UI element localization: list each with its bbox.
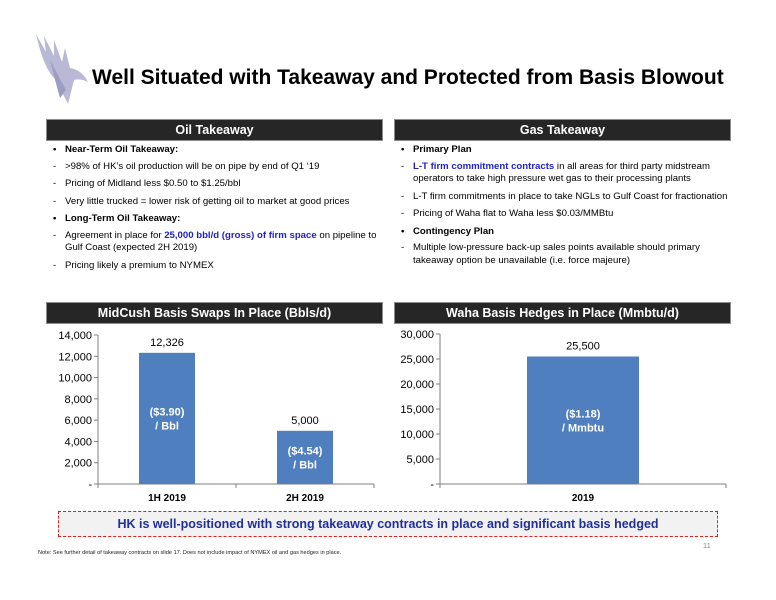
y-tick-label: 14,000 bbox=[58, 330, 92, 342]
dash-icon: - bbox=[53, 178, 57, 189]
oil-takeaway-item bbox=[50, 178, 380, 191]
midcush-basis-chart bbox=[0, 325, 390, 510]
y-tick-label: 20,000 bbox=[400, 379, 434, 391]
y-tick-label: 10,000 bbox=[58, 372, 92, 385]
oil-takeaway-item bbox=[50, 230, 380, 255]
gas-takeaway-item-text: Multiple low-pressure back-up sales points available should primary takeaway option be unavailable (i.e. force majeure) bbox=[413, 242, 700, 266]
key-takeaway-callout: HK is well-positioned with strong takeaway contracts in place and significant basis hedged bbox=[58, 511, 718, 537]
gas-takeaway-item-text: Primary Plan bbox=[413, 144, 472, 155]
y-tick-label: - bbox=[88, 479, 92, 491]
dash-icon: - bbox=[53, 229, 57, 241]
y-tick-label: - bbox=[430, 479, 434, 491]
oil-takeaway-item-text: Very little trucked = lower risk of getting oil to market at good prices bbox=[65, 195, 350, 207]
oil-takeaway-item-text: on pipeline to Gulf Coast (expected 2H 2019) bbox=[65, 229, 377, 253]
oil-takeaway-item-text: >98% of HK’s oil production will be on pipe by end of Q1 ‘19 bbox=[65, 160, 320, 172]
gas-takeaway-item bbox=[398, 226, 728, 239]
oil-takeaway-header: Oil Takeaway bbox=[46, 119, 383, 141]
gas-takeaway-item-text: L-T firm commitments in place to take NGLs to Gulf Coast for fractionation bbox=[413, 190, 728, 202]
oil-takeaway-item bbox=[50, 144, 380, 157]
oil-takeaway-item-text: Agreement in place for bbox=[65, 229, 165, 241]
y-tick-label: 30,000 bbox=[400, 329, 434, 341]
dash-icon: - bbox=[401, 242, 405, 253]
oil-takeaway-item bbox=[50, 213, 380, 226]
gas-takeaway-list bbox=[398, 144, 728, 272]
y-tick-label: 6,000 bbox=[64, 415, 92, 428]
bar-price-label: ($1.18) bbox=[565, 408, 601, 421]
oil-takeaway-item-text: Pricing likely a premium to NYMEX bbox=[65, 259, 214, 271]
gas-takeaway-item bbox=[398, 208, 728, 221]
y-tick-label: 10,000 bbox=[400, 429, 434, 441]
x-category-label: 2H 2019 bbox=[286, 493, 324, 504]
gas-takeaway-item-text: in all areas for third party midstream operators to take high pressure wet gas to their processing plants bbox=[413, 160, 710, 184]
x-category-label: 1H 2019 bbox=[148, 493, 186, 504]
gas-takeaway-item bbox=[398, 144, 728, 157]
bullet-icon: • bbox=[53, 144, 57, 155]
dash-icon: - bbox=[53, 259, 57, 271]
bar-price-label: / Bbl bbox=[293, 459, 317, 472]
oil-takeaway-list bbox=[50, 144, 380, 277]
waha-basis-chart bbox=[390, 325, 776, 510]
bar bbox=[527, 357, 639, 485]
bar-price-label: / Bbl bbox=[155, 420, 179, 433]
dash-icon: - bbox=[401, 160, 405, 172]
bullet-icon: • bbox=[401, 144, 405, 155]
y-tick-label: 12,000 bbox=[58, 351, 92, 364]
oil-takeaway-item-text: Pricing of Midland less $0.50 to $1.25/bbl bbox=[65, 178, 241, 189]
dash-icon: - bbox=[53, 160, 57, 172]
dash-icon: - bbox=[53, 195, 57, 207]
dash-icon: - bbox=[401, 190, 405, 202]
midcush-chart-title: MidCush Basis Swaps In Place (Bbls/d) bbox=[46, 302, 383, 324]
page-title: Well Situated with Takeaway and Protected from Basis Blowout bbox=[92, 66, 724, 89]
bullet-icon: • bbox=[401, 225, 405, 237]
bar-price-label: / Mmbtu bbox=[561, 422, 605, 435]
y-tick-label: 4,000 bbox=[64, 436, 92, 449]
oil-takeaway-item bbox=[50, 196, 380, 209]
x-category-label: 2019 bbox=[571, 493, 595, 504]
gas-takeaway-item-text: Pricing of Waha flat to Waha less $0.03/MMBtu bbox=[413, 208, 614, 219]
y-tick-label: 25,000 bbox=[400, 354, 434, 366]
footnote: Note: See further detail of takeaway contracts on slide 17. Does not include impact of NYMEX oil and gas hedges in place. bbox=[38, 550, 342, 556]
gas-takeaway-item bbox=[398, 191, 728, 204]
y-tick-label: 5,000 bbox=[406, 454, 434, 466]
dash-icon: - bbox=[401, 208, 405, 219]
y-tick-label: 8,000 bbox=[64, 393, 92, 406]
gas-takeaway-item-text: Contingency Plan bbox=[413, 225, 495, 237]
oil-takeaway-item-text: Near-Term Oil Takeaway: bbox=[65, 144, 179, 155]
waha-chart-title: Waha Basis Hedges in Place (Mmbtu/d) bbox=[394, 302, 731, 324]
bar-value-label: 5,000 bbox=[291, 414, 319, 427]
y-tick-label: 2,000 bbox=[64, 457, 92, 470]
oil-takeaway-item-highlight: 25,000 bbl/d (gross) of firm space bbox=[164, 229, 317, 241]
gas-takeaway-item bbox=[398, 242, 728, 267]
gas-takeaway-header: Gas Takeaway bbox=[394, 119, 731, 141]
gas-takeaway-item bbox=[398, 161, 728, 186]
oil-takeaway-item-text: Long-Term Oil Takeaway: bbox=[65, 213, 181, 224]
bar-price-label: ($4.54) bbox=[287, 445, 323, 458]
bar-value-label: 25,500 bbox=[566, 340, 600, 353]
page-number: 11 bbox=[703, 541, 711, 550]
eagle-logo bbox=[30, 30, 92, 108]
gas-takeaway-item-highlight: L-T firm commitment contracts bbox=[413, 160, 555, 172]
y-tick-label: 15,000 bbox=[400, 404, 434, 416]
bullet-icon: • bbox=[53, 213, 57, 224]
bar-price-label: ($3.90) bbox=[149, 406, 185, 419]
oil-takeaway-item bbox=[50, 161, 380, 174]
bar-value-label: 12,326 bbox=[150, 336, 184, 349]
oil-takeaway-item bbox=[50, 260, 380, 273]
